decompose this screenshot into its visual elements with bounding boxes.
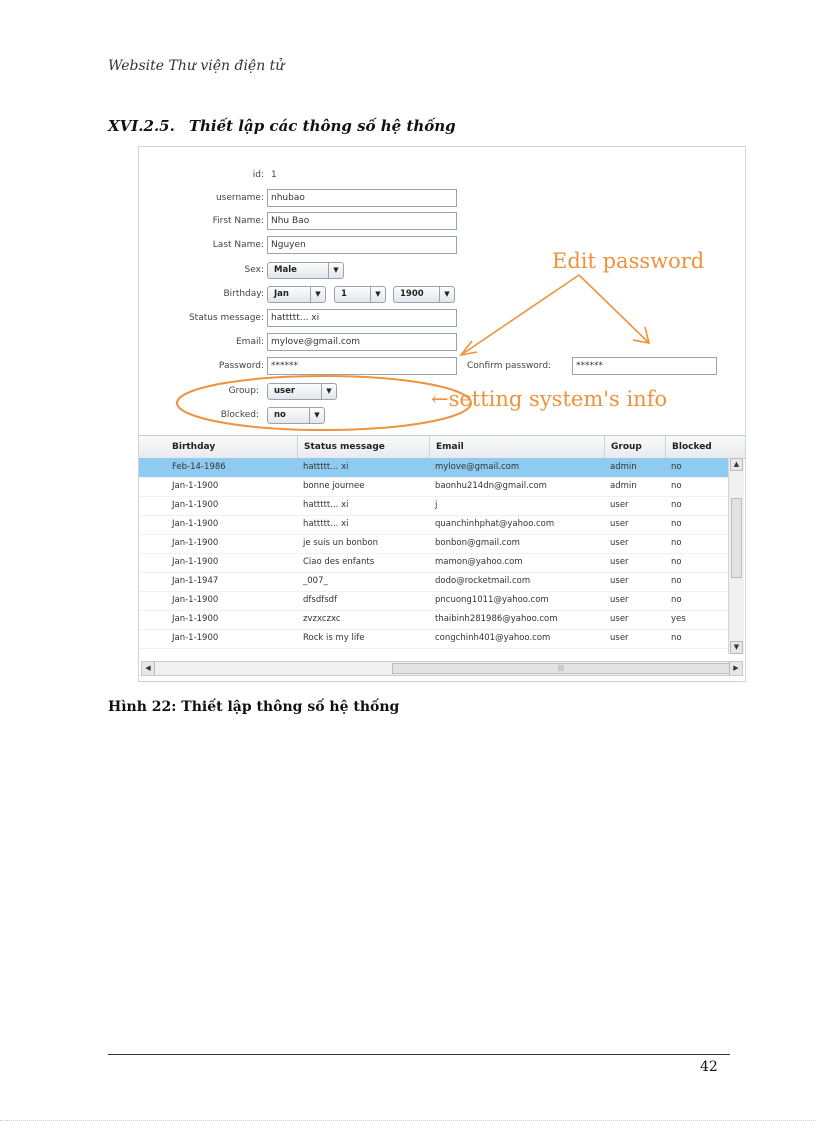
cell-group: admin: [610, 481, 637, 491]
annotation-ellipse: [177, 376, 471, 430]
page-bottom-border: [0, 1120, 816, 1122]
cell-group: admin: [610, 462, 637, 472]
first-name-input[interactable]: Nhu Bao: [267, 212, 457, 230]
cell-group: user: [610, 633, 629, 643]
cell-blocked: no: [671, 576, 682, 586]
chevron-down-icon: ▼: [309, 408, 324, 423]
cell-email: quanchinhphat@yahoo.com: [435, 519, 555, 529]
setting-info-annotation: ←setting system's info: [431, 387, 668, 411]
id-value: 1: [271, 170, 277, 180]
cell-status: dfsdfsdf: [303, 595, 338, 605]
annotation-arrow-left: [461, 275, 579, 355]
cell-birthday: Jan-1-1900: [172, 500, 219, 510]
confirm-password-label: Confirm password:: [467, 361, 552, 371]
id-label: id:: [252, 170, 264, 180]
password-input[interactable]: ******: [267, 357, 457, 375]
birthday-year-value: 1900: [400, 289, 424, 299]
users-table: [139, 435, 745, 654]
cell-group: user: [610, 519, 629, 529]
cell-group: user: [610, 614, 629, 624]
cell-group: user: [610, 538, 629, 548]
cell-blocked: no: [671, 462, 682, 472]
cell-status: Rock is my life: [303, 633, 365, 643]
cell-email: bonbon@gmail.com: [435, 538, 520, 548]
cell-group: user: [610, 576, 629, 586]
table-row[interactable]: [139, 572, 728, 592]
table-row[interactable]: [139, 591, 728, 611]
username-label: username:: [215, 193, 264, 203]
cell-email: dodo@rocketmail.com: [435, 576, 531, 586]
section-number: XVI.2.5.: [108, 117, 175, 135]
cell-blocked: no: [671, 500, 682, 510]
cell-blocked: no: [671, 481, 682, 491]
cell-email: thaibinh281986@yahoo.com: [435, 614, 558, 624]
column-header-blocked[interactable]: Blocked: [665, 436, 728, 458]
cell-email: mamon@yahoo.com: [435, 557, 523, 567]
cell-blocked: no: [671, 595, 682, 605]
scroll-thumb-horizontal[interactable]: |||: [392, 663, 730, 674]
edit-password-annotation: Edit password: [552, 249, 705, 273]
confirm-password-input[interactable]: ******: [572, 357, 717, 375]
cell-birthday: Jan-1-1900: [172, 557, 219, 567]
chevron-down-icon: ▼: [310, 287, 325, 302]
cell-birthday: Jan-1-1900: [172, 595, 219, 605]
cell-group: user: [610, 557, 629, 567]
section-heading: [108, 117, 456, 135]
cell-status: hattttt... xi: [303, 500, 349, 510]
page-header: Website Thư viện điện tử: [108, 58, 285, 74]
table-header: [139, 436, 745, 459]
cell-status: hattttt... xi: [303, 519, 349, 529]
table-row[interactable]: [139, 610, 728, 630]
chevron-down-icon: ▼: [321, 384, 336, 399]
email-label: Email:: [235, 337, 264, 347]
cell-birthday: Jan-1-1900: [172, 538, 219, 548]
table-row[interactable]: [139, 458, 728, 478]
cell-birthday: Jan-1-1900: [172, 633, 219, 643]
cell-email: j: [435, 500, 438, 510]
cell-status: hattttt... xi: [303, 462, 349, 472]
cell-status: Ciao des enfants: [303, 557, 375, 567]
cell-birthday: Jan-1-1947: [172, 576, 219, 586]
group-select-value: user: [274, 386, 296, 396]
cell-birthday: Jan-1-1900: [172, 614, 219, 624]
sex-label: Sex:: [244, 265, 264, 275]
footer-divider: [108, 1054, 730, 1055]
cell-blocked: no: [671, 557, 682, 567]
table-row[interactable]: [139, 629, 728, 649]
chevron-down-icon: ▼: [328, 263, 343, 278]
password-label: Password:: [218, 361, 264, 371]
cell-group: user: [610, 500, 629, 510]
scroll-right-icon[interactable]: ▶: [729, 662, 742, 675]
scroll-down-icon[interactable]: ▼: [730, 641, 743, 654]
cell-email: congchinh401@yahoo.com: [435, 633, 551, 643]
scroll-up-icon[interactable]: ▲: [730, 458, 743, 471]
scroll-thumb[interactable]: [731, 498, 742, 578]
cell-email: pncuong1011@yahoo.com: [435, 595, 549, 605]
cell-blocked: no: [671, 538, 682, 548]
cell-birthday: Feb-14-1986: [172, 462, 226, 472]
chevron-down-icon: ▼: [370, 287, 385, 302]
first-name-label: First Name:: [212, 216, 264, 226]
chevron-down-icon: ▼: [439, 287, 454, 302]
sex-select-value: Male: [274, 265, 297, 275]
cell-birthday: Jan-1-1900: [172, 481, 219, 491]
page-number: 42: [700, 1059, 718, 1075]
status-message-label: Status message:: [188, 313, 264, 323]
column-header-group[interactable]: Group: [604, 436, 665, 458]
birthday-label: Birthday:: [223, 289, 264, 299]
horizontal-scrollbar[interactable]: [141, 661, 743, 676]
column-header-birthday[interactable]: Birthday: [172, 442, 216, 452]
table-row[interactable]: [139, 534, 728, 554]
email-input[interactable]: mylove@gmail.com: [267, 333, 457, 351]
group-label: Group:: [228, 386, 259, 396]
figure-caption: Hình 22: Thiết lập thông số hệ thống: [108, 699, 400, 715]
cell-blocked: no: [671, 519, 682, 529]
table-row[interactable]: [139, 477, 728, 497]
birthday-month-value: Jan: [274, 289, 289, 299]
cell-status: bonne journee: [303, 481, 365, 491]
last-name-input[interactable]: Nguyen: [267, 236, 457, 254]
status-message-input[interactable]: hattttt... xi: [267, 309, 457, 327]
column-header-status[interactable]: Status message: [297, 436, 429, 458]
table-row[interactable]: [139, 553, 728, 573]
cell-blocked: no: [671, 633, 682, 643]
cell-status: je suis un bonbon: [303, 538, 379, 548]
scroll-left-icon[interactable]: ◀: [142, 662, 155, 675]
cell-blocked: yes: [671, 614, 686, 624]
cell-email: mylove@gmail.com: [435, 462, 520, 472]
screenshot-figure: [138, 146, 746, 682]
last-name-label: Last Name:: [212, 240, 264, 250]
vertical-scrollbar[interactable]: [728, 458, 744, 654]
cell-status: _007_: [303, 576, 328, 586]
annotation-arrow-right: [579, 275, 649, 343]
birthday-day-value: 1: [341, 289, 347, 299]
blocked-select-value: no: [274, 410, 286, 420]
table-row[interactable]: [139, 496, 728, 516]
username-input[interactable]: nhubao: [267, 189, 457, 207]
cell-birthday: Jan-1-1900: [172, 519, 219, 529]
cell-group: user: [610, 595, 629, 605]
table-row[interactable]: [139, 515, 728, 535]
section-title: Thiết lập các thông số hệ thống: [188, 117, 456, 135]
column-header-email[interactable]: Email: [429, 436, 604, 458]
cell-email: baonhu214dn@gmail.com: [435, 481, 547, 491]
cell-status: zvzxczxc: [303, 614, 341, 624]
blocked-label: Blocked:: [220, 410, 259, 420]
